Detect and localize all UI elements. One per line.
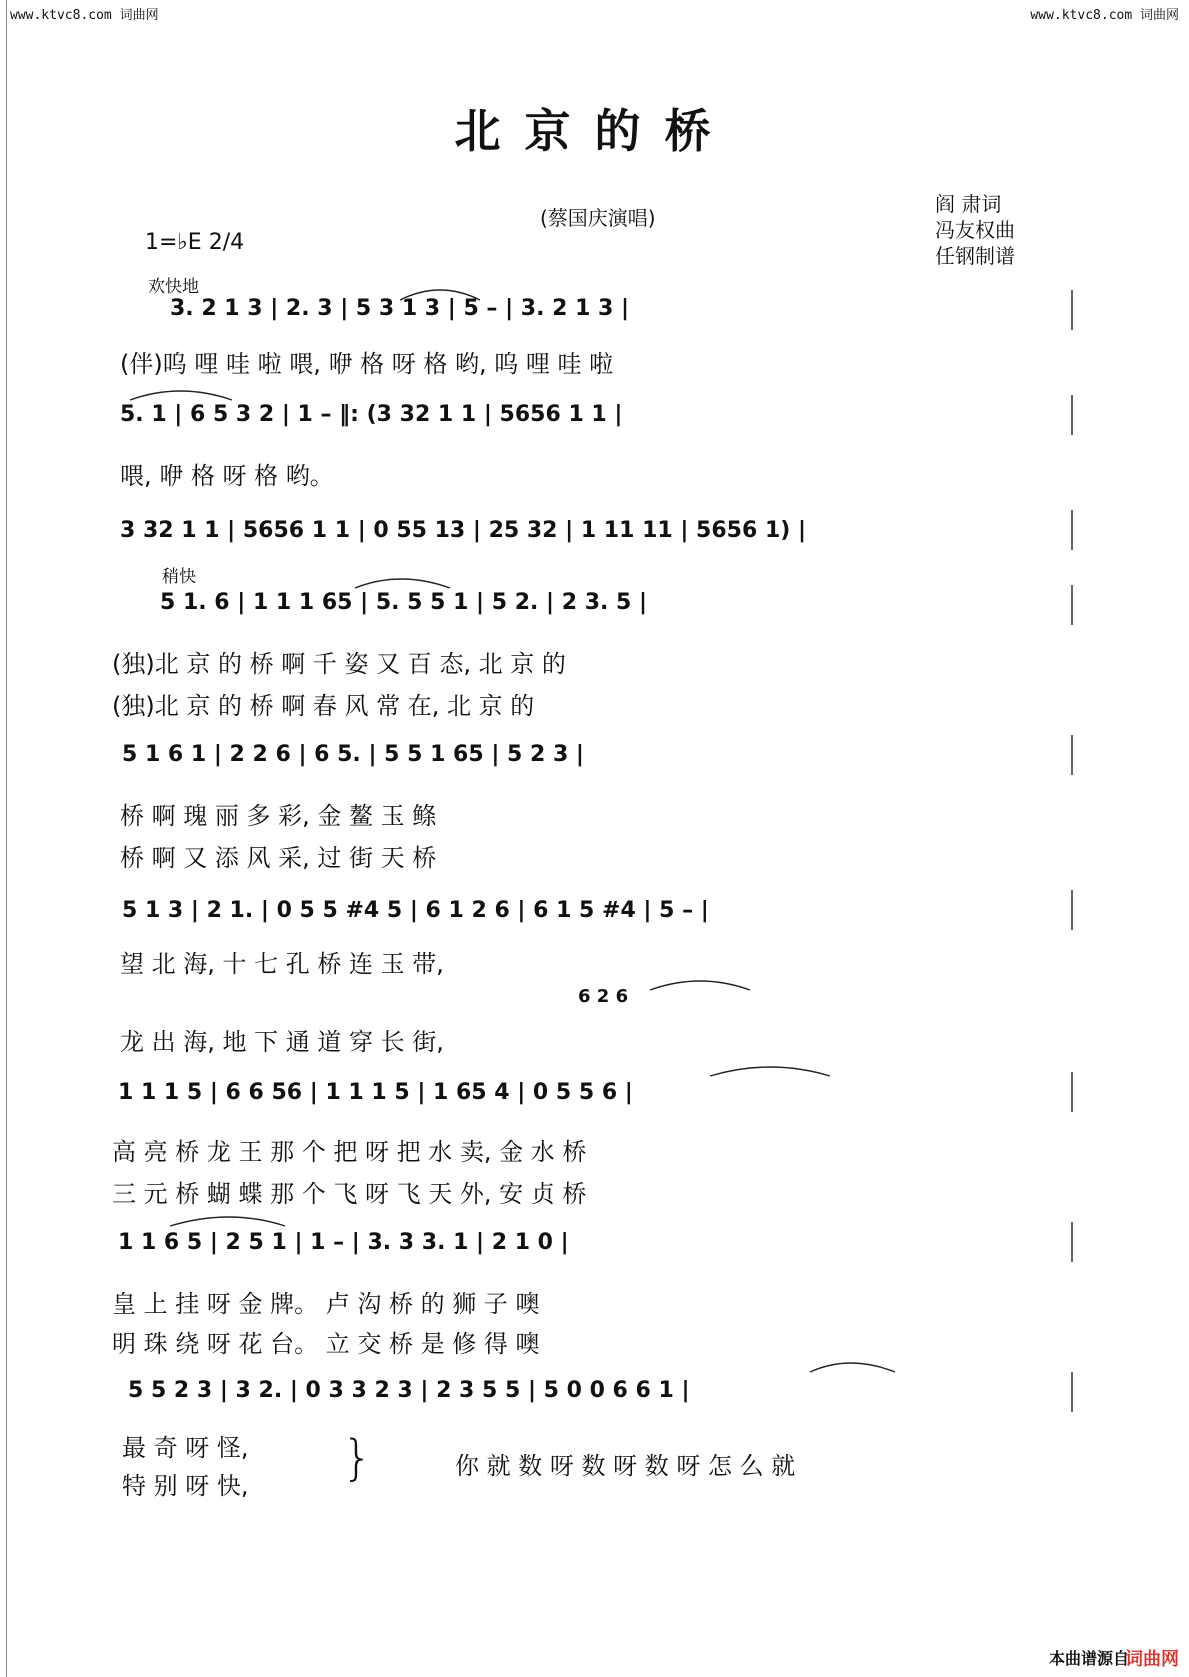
key-signature: 1=♭E 2/4 — [145, 230, 245, 255]
lyrics-system-10-verse-1: 最 奇 呀 怪, — [122, 1434, 249, 1462]
notes-system-9: 1 1 6 5 | 2 5 1 | 1 – | 3. 3 3. 1 | 2 1 0 | — [118, 1230, 569, 1255]
lyrics-system-4-verse-1: (独)北 京 的 桥 啊 千 姿 又 百 态, 北 京 的 — [112, 650, 566, 678]
header-right: www.ktvc8.com 词曲网 — [1030, 8, 1179, 23]
notes-system-3: 3 32 1 1 | 5656 1 1 | 0 55 13 | 25 32 | 1 11 11 | 5656 1) | — [120, 518, 806, 543]
lyrics-system-2: 喂, 咿 格 呀 格 哟。 — [120, 462, 334, 490]
composer-credit: 冯友权曲 — [935, 218, 1015, 242]
notes-system-2: 5. 1 | 6 5 3 2 | 1 – ‖: (3 32 1 1 | 5656 1 1 | — [120, 402, 623, 427]
notes-system-10: 5 5 2 3 | 3 2. | 0 3 3 2 3 | 2 3 5 5 | 5 0 0 6 6 1 | — [128, 1378, 690, 1403]
lyrics-system-7: 龙 出 海, 地 下 通 道 穿 长 街, — [120, 1028, 444, 1056]
footer-source: 本曲谱源自 — [1048, 1649, 1129, 1668]
notes-system-4: 5 1. 6 | 1 1 1 65 | 5. 5 5 1 | 5 2. | 2 3. 5 | — [160, 590, 648, 615]
footer-logo: 词曲网 — [1125, 1649, 1179, 1670]
tempo-marking: 欢快地 — [148, 277, 199, 297]
singer: (蔡国庆演唱) — [540, 206, 656, 230]
arranger-credit: 任钢制谱 — [935, 244, 1015, 268]
verse-brace: } — [342, 1430, 373, 1486]
lyrics-system-8-verse-2: 三 元 桥 蝴 蝶 那 个 飞 呀 飞 天 外, 安 贞 桥 — [112, 1180, 587, 1208]
notes-system-8: 1 1 1 5 | 6 6 56 | 1 1 1 5 | 1 65 4 | 0 5 5 6 | — [118, 1080, 633, 1105]
lyrics-system-10-verse-2: 特 别 呀 快, — [122, 1472, 249, 1500]
lyrics-system-10-tail: 你 就 数 呀 数 呀 数 呀 怎 么 就 — [455, 1452, 796, 1480]
lyrics-system-9-verse-2: 明 珠 绕 呀 花 台。 立 交 桥 是 修 得 噢 — [112, 1330, 540, 1358]
lyrics-system-6: 望 北 海, 十 七 孔 桥 连 玉 带, — [120, 950, 444, 978]
lyrics-system-5-verse-1: 桥 啊 瑰 丽 多 彩, 金 鳌 玉 鲦 — [120, 802, 437, 830]
notes-system-6: 5 1 3 | 2 1. | 0 5 5 #4 5 | 6 1 2 6 | 6 1 5 #4 | 5 – | — [122, 898, 709, 923]
page-title: 北京的桥 — [454, 104, 735, 158]
lyrics-system-1: (伴)呜 哩 哇 啦 喂, 咿 格 呀 格 哟, 呜 哩 哇 啦 — [120, 350, 614, 378]
lyrics-system-5-verse-2: 桥 啊 又 添 风 采, 过 街 天 桥 — [120, 844, 437, 872]
tempo-change: 稍快 — [162, 567, 196, 587]
lyrics-system-8-verse-1: 高 亮 桥 龙 王 那 个 把 呀 把 水 卖, 金 水 桥 — [112, 1138, 587, 1166]
notes-system-1: 3. 2 1 3 | 2. 3 | 5 3 1 3 | 5 – | 3. 2 1 3 | — [170, 296, 630, 321]
cue-notes: 6 2 6 — [578, 986, 629, 1007]
header-left: www.ktvc8.com 词曲网 — [10, 8, 159, 23]
notes-system-5: 5 1 6 1 | 2 2 6 | 6 5. | 5 5 1 65 | 5 2 3 | — [122, 742, 584, 767]
lyrics-system-9-verse-1: 皇 上 挂 呀 金 牌。 卢 沟 桥 的 狮 子 噢 — [112, 1290, 540, 1318]
lyricist-credit: 阎 肃词 — [935, 192, 1002, 216]
lyrics-system-4-verse-2: (独)北 京 的 桥 啊 春 风 常 在, 北 京 的 — [112, 692, 535, 720]
